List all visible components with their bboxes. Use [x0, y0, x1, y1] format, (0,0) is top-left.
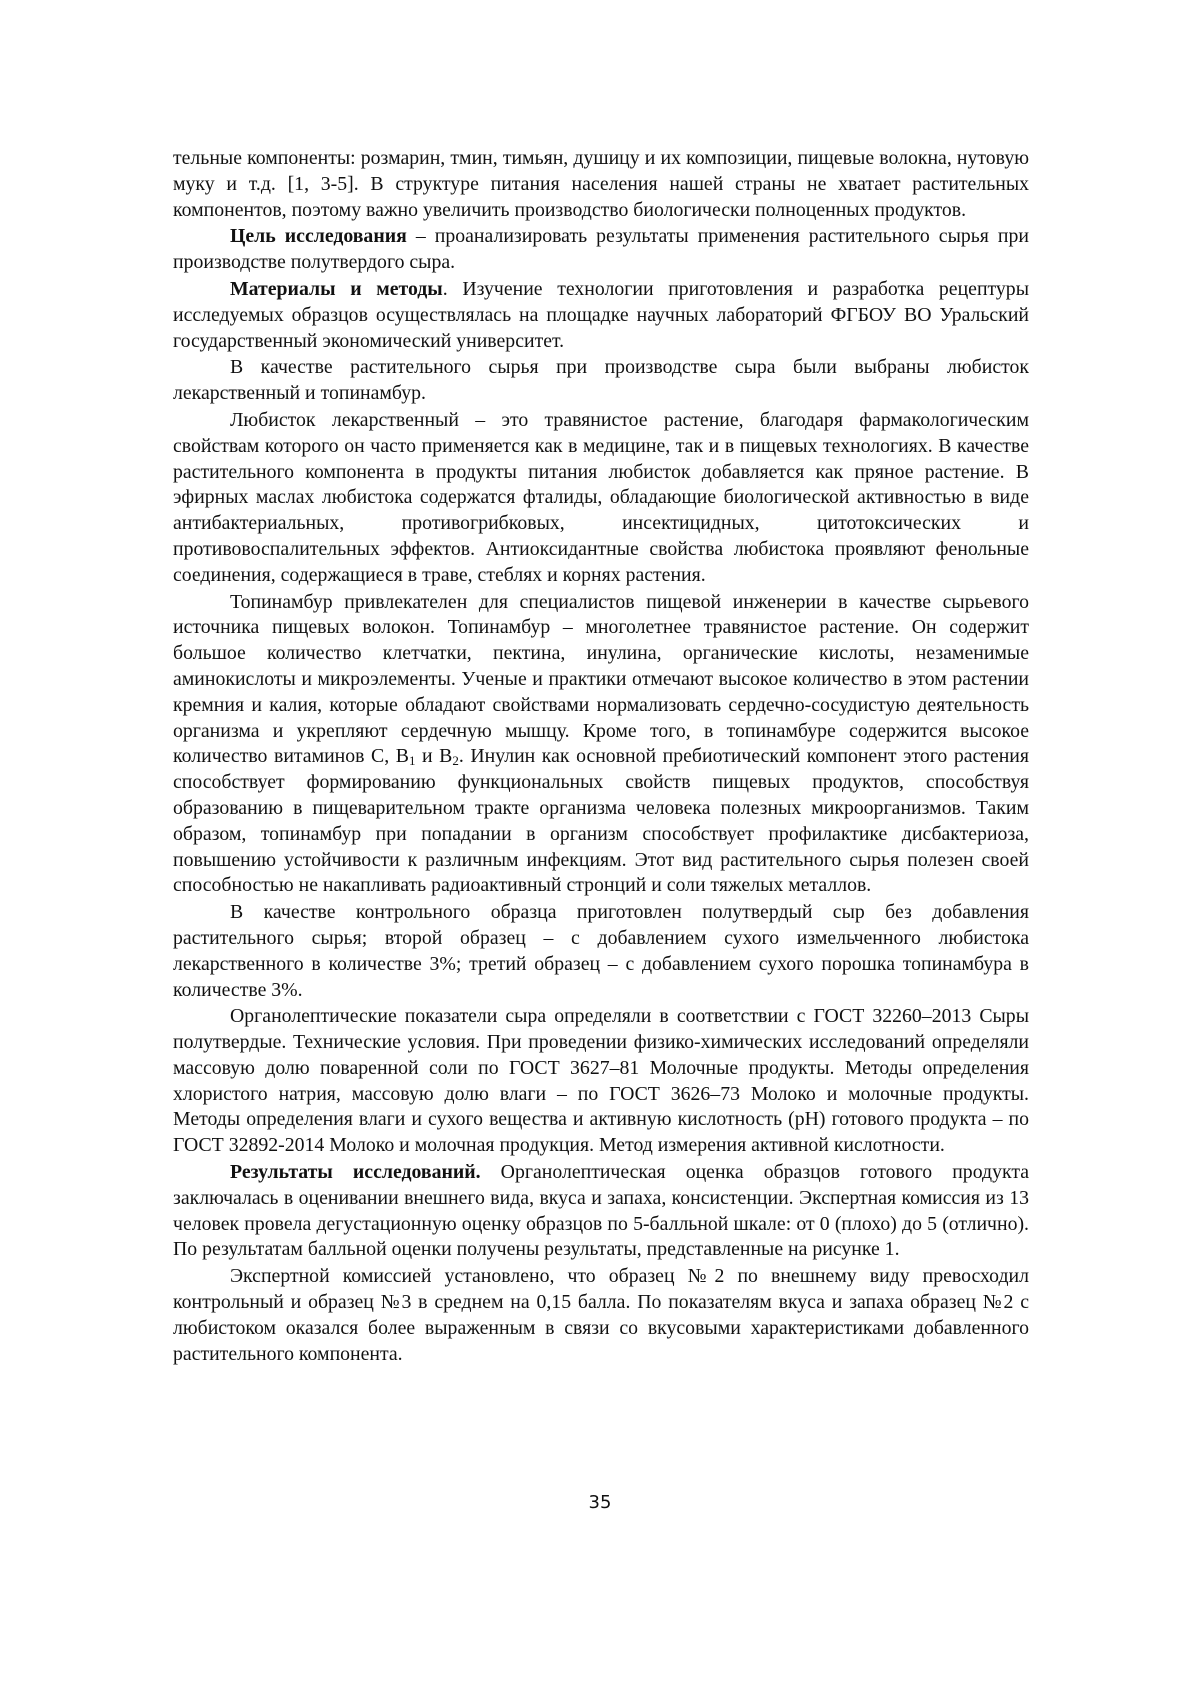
paragraph-methods	[173, 277, 1029, 354]
paragraph-results	[173, 1160, 1029, 1263]
methods-heading: Материалы и методы	[230, 277, 443, 300]
paragraph-expert-findings: Экспертной комиссией установлено, что образец №2 по внешнему виду превосходил контрольный и образец №3 в среднем на 0,15 балла. По показателям вкуса и запаха образец №2 с любистоком оказался более выраженным в связи со вкусовыми характеристиками добавленного растительного компонента.	[173, 1265, 1029, 1365]
paragraph-standards: Органолептические показатели сыра определяли в соответствии с ГОСТ 32260–2013 Сыры полутвердые. Технические условия. При проведении физико-химических исследований определяли массовую долю поваренной соли по ГОСТ 3627–81 Молочные продукты. Методы определения хлористого натрия, массовую долю влаги – по ГОСТ 3626–73 Молоко и молочные продукты. Методы определения влаги и сухого вещества и активную кислотность (рН) готового продукта – по ГОСТ 32892-2014 Молоко и молочная продукция. Метод измерения активной кислотности.	[173, 1005, 1029, 1157]
paragraph-jerusalem-artichoke	[173, 590, 1029, 900]
paragraph-intro: тельные компоненты: розмарин, тмин, тимьян, душицу и их композиции, пищевые волокна, нутовую муку и т.д. [1, 3-5]. В структуре питания населения нашей страны не хватает растительных компонентов, поэтому важно увеличить производство биологически полноценных продуктов.	[173, 147, 1029, 221]
methods-text: . Изучение технологии приготовления и разработка рецептуры исследуемых образцов осуществлялась на площадке научных лабораторий ФГБОУ ВО Уральский государственный экономический университет.	[173, 277, 1029, 352]
artichoke-text-b: и В	[415, 745, 453, 768]
goal-text: – проанализировать результаты применения растительного сырья при производстве полутвердого сыра.	[173, 225, 1029, 274]
document-page	[173, 146, 1029, 1368]
goal-heading: Цель исследования	[230, 225, 407, 248]
artichoke-text-a: Топинамбур привлекателен для специалистов пищевой инженерии в качестве сырьевого источника пищевых волокон. Топинамбур – многолетнее травянистое растение. Он содержит большое количество клетчатки, пектина, инулина, органические кислоты, незаменимые аминокислоты и микроэлементы. Ученые и практики отмечают высокое количество в этом растении кремния и калия, которые обладают свойствами нормализовать сердечно-сосудистую деятельность организма и укрепляют сердечную мышцу. Кроме того, в топинамбуре содержится высокое количество витаминов С, В	[173, 590, 1029, 768]
paragraph-lovage: Любисток лекарственный – это травянистое растение, благодаря фармакологическим свойствам которого он часто применяется как в медицине, так и в пищевых технологиях. В качестве растительного компонента в продукты питания любисток добавляется как пряное растение. В эфирных маслах любистока содержатся фталиды, обладающие биологической активностью в виде антибактериальных, противогрибковых, инсектицидных, цитотоксических и противовоспалительных эффектов. Антиоксидантные свойства любистока проявляют фенольные соединения, содержащиеся в траве, стеблях и корнях растения.	[173, 408, 1029, 586]
results-text: Органолептическая оценка образцов готового продукта заключалась в оценивании внешнего вида, вкуса и запаха, консистенции. Экспертная комиссия из 13 человек провела дегустационную оценку образцов по 5-балльной шкале: от 0 (плохо) до 5 (отлично). По результатам балльной оценки получены результаты, представленные на рисунке 1.	[173, 1161, 1029, 1261]
paragraph-samples: В качестве контрольного образца приготовлен полутвердый сыр без добавления растительного сырья; второй образец – с добавлением сухого измельченного любистока лекарственного в количестве 3%; третий образец – с добавлением сухого порошка топинамбура в количестве 3%.	[173, 901, 1029, 1001]
paragraph-raw-materials: В качестве растительного сырья при производстве сыра были выбраны любисток лекарственный и топинамбур.	[173, 356, 1029, 405]
artichoke-text-c: . Инулин как основной пребиотический компонент этого растения способствует формированию функциональных свойств пищевых продуктов, способствуя образованию в пищеварительном тракте организма человека полезных микроорганизмов. Таким образом, топинамбур при попадании в организм способствует профилактике дисбактериоза, повышению устойчивости к различным инфекциям. Этот вид растительного сырья полезен своей способностью не накапливать радиоактивный стронций и соли тяжелых металлов.	[173, 745, 1029, 897]
results-heading: Результаты исследований.	[230, 1161, 481, 1184]
paragraph-goal	[173, 224, 1029, 276]
vitamin-b2-subscript: 2	[452, 753, 459, 769]
vitamin-b1-subscript: 1	[408, 753, 416, 769]
page-number: 35	[588, 1492, 612, 1513]
